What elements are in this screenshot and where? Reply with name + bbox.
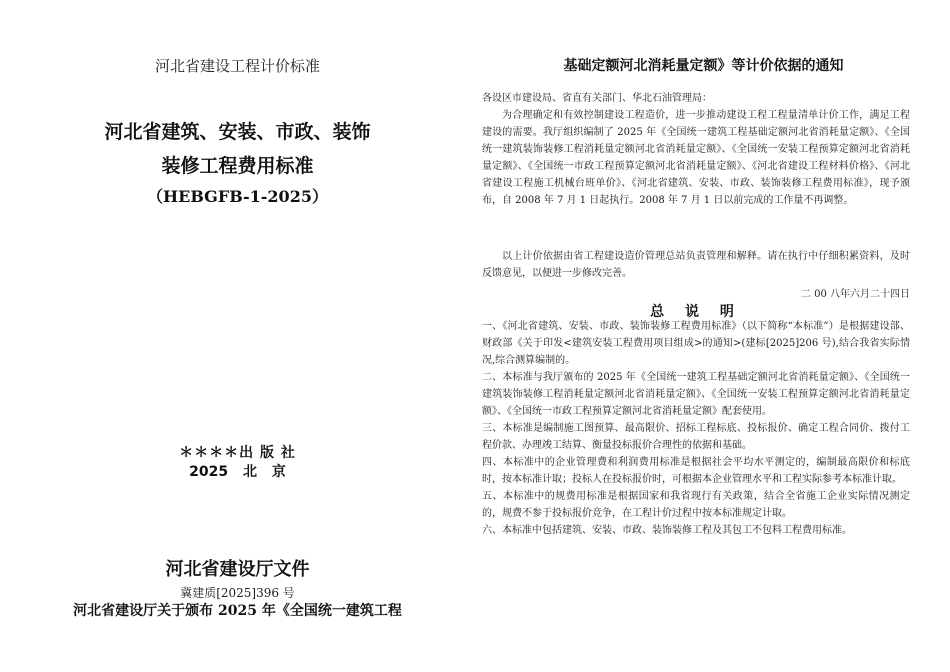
publish-place: 2025 北 京 bbox=[189, 464, 286, 480]
right-page bbox=[475, 0, 950, 672]
doc-number: 冀建质[2025]396 号 bbox=[180, 586, 295, 600]
standard-code: （HEBGFB-1-2025） bbox=[147, 187, 328, 206]
addressee: 各设区市建设局、省直有关部门、华北石油管理局： bbox=[482, 93, 712, 104]
note-item-4: 四、本标准中的企业管理费和利润费用标准是根据社会平均水平测定的，编制最高限价和标底时，按本标准计取；投标人在投标报价时，可根据本企业管理水平和工程实际参考本标准计取。 bbox=[482, 457, 910, 485]
note-item-1: 一、《河北省建筑、安装、市政、装饰装修工程费用标准》（以下简称“本标准”）是根据建设部、财政部《关于印发<建筑安装工程费用项目组成>的通知>(建标[2025]206 号),结合我省实际情况,综合测算编制的。 bbox=[482, 321, 910, 366]
note-item-5: 五、本标准中的规费用标准是根据国家和我省现行有关政策，结合全省施工企业实际情况测定的，规费不参于投标报价竞争，在工程计价过程中按本标准规定计取。 bbox=[482, 491, 910, 519]
publisher: ＊＊＊＊出 版 社 bbox=[179, 445, 296, 461]
notice-paragraph-1: 为合理确定和有效控制建设工程造价，进一步推动建设工程工程量清单计价工作，满足工程建设的需要。我厅组织编制了 2025 年《全国统一建筑工程基础定额河北省消耗量定额》、《全国统一建筑装饰装修工程消耗量定额河北省消耗量定额》、《全国统一安装工程预算定额河北省消耗量定额》、《全国统一市政工程预算定额河北省消耗量定额》、《河北省建设工程材料价格》、《河北省建设工程施工机械台班单价》、《河北省建筑、安装、市政、装饰装修工程费用标准》，现予颁布，自 2008 年 7 月 1 日起执行。2008 年 7 月 1 日以前完成的工作量不再调整。 bbox=[482, 110, 910, 206]
note-item-2: 二、本标准与我厅颁布的 2025 年《全国统一建筑工程基础定额河北省消耗量定额》、《全国统一建筑装饰装修工程消耗量定额河北省消耗量定额》、《全国统一安装工程预算定额河北省消耗量定额》、《全国统一市政工程预算定额河北省消耗量定额》配套使用。 bbox=[482, 372, 910, 417]
title-line-2: 装修工程费用标准 bbox=[161, 155, 314, 177]
notice-paragraph-2: 以上计价依据由省工程建设造价管理总站负责管理和解释。请在执行中仔细积累资料，及时反馈意见，以便进一步修改完善。 bbox=[482, 251, 910, 279]
general-notes-title: 总 说 明 bbox=[650, 304, 742, 320]
doc-title: 河北省建设厅关于颁布 2025 年《全国统一建筑工程 bbox=[73, 603, 402, 619]
standard-series: 河北省建设工程计价标准 bbox=[154, 57, 320, 75]
notice-title: 基础定额河北消耗量定额》等计价依据的通知 bbox=[563, 58, 844, 74]
note-item-3: 三、本标准是编制施工图预算、最高限价、招标工程标底、投标报价、确定工程合同价、拨付工程价款、办理竣工结算、衡量投标报价合理性的依据和基础。 bbox=[482, 423, 910, 451]
dept-file-heading: 河北省建设厅文件 bbox=[165, 559, 310, 580]
note-item-6: 六、本标准中包括建筑、安装、市政、装饰装修工程及其包工不包料工程费用标准。 bbox=[482, 525, 852, 536]
notice-date: 二 00 八年六月二十四日 bbox=[800, 289, 910, 300]
title-line-1: 河北省建筑、安装、市政、装饰 bbox=[104, 121, 371, 143]
general-notes-list bbox=[482, 318, 910, 539]
